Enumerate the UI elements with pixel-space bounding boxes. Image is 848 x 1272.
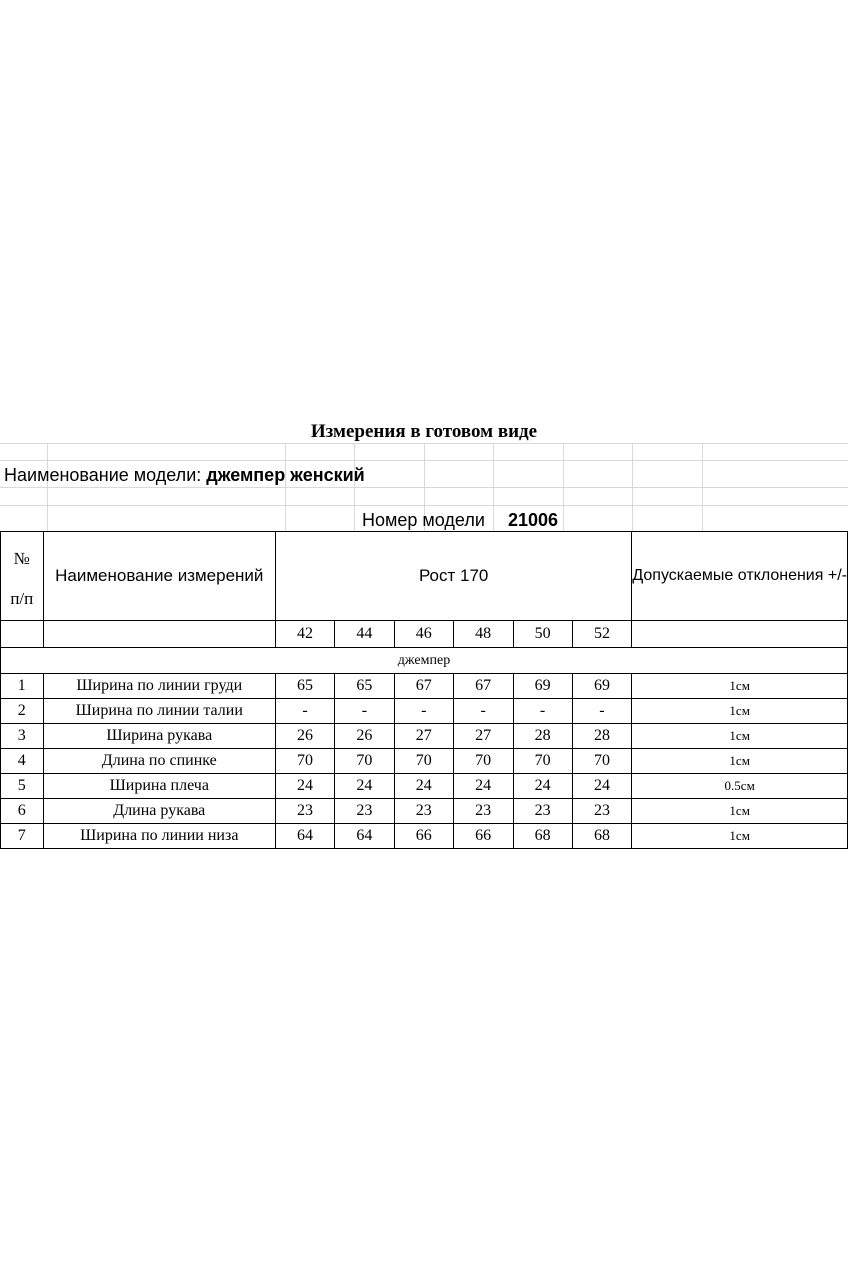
gridline	[702, 443, 703, 531]
page-title: Измерения в готовом виде	[310, 421, 538, 442]
row-value: 28	[513, 724, 572, 749]
row-number: 1	[1, 674, 44, 699]
row-number: 5	[1, 774, 44, 799]
row-name: Длина по спинке	[43, 749, 275, 774]
header-height: Рост 170	[276, 532, 632, 621]
gridline	[493, 443, 494, 531]
model-name-line	[4, 462, 365, 488]
section-label: джемпер	[1, 648, 848, 674]
size-cell: 52	[572, 621, 632, 648]
table-row	[1, 674, 848, 699]
row-value: 26	[335, 724, 395, 749]
row-value: 26	[276, 724, 335, 749]
table-row	[1, 749, 848, 774]
row-value: 65	[276, 674, 335, 699]
row-value: 24	[394, 774, 453, 799]
model-name-value: джемпер женский	[206, 465, 365, 485]
row-value: 24	[335, 774, 395, 799]
row-value: -	[335, 699, 395, 724]
row-value: 28	[572, 724, 632, 749]
model-number-label: Номер модели	[362, 510, 485, 530]
row-value: -	[276, 699, 335, 724]
model-number-value: 21006	[508, 510, 559, 530]
table-row	[1, 824, 848, 849]
row-value: 66	[453, 824, 513, 849]
sizes-empty-cell	[632, 621, 848, 648]
row-value: 67	[394, 674, 453, 699]
row-value: 69	[513, 674, 572, 699]
header-no	[1, 532, 44, 621]
row-value: -	[572, 699, 632, 724]
row-value: 67	[453, 674, 513, 699]
row-value: 27	[453, 724, 513, 749]
row-value: 70	[572, 749, 632, 774]
sizes-empty-cell	[43, 621, 275, 648]
header-measurement-name: Наименование измерений	[43, 532, 275, 621]
row-value: 24	[453, 774, 513, 799]
row-value: 64	[276, 824, 335, 849]
row-tolerance: 1см	[632, 824, 848, 849]
header-no-bottom: п/п	[10, 589, 34, 608]
row-name: Ширина по линии талии	[43, 699, 275, 724]
row-value: 70	[335, 749, 395, 774]
table-row	[1, 699, 848, 724]
row-value: 70	[513, 749, 572, 774]
sizes-empty-cell	[1, 621, 44, 648]
row-number: 3	[1, 724, 44, 749]
table-header-row	[1, 532, 848, 621]
row-value: 69	[572, 674, 632, 699]
row-value: 70	[276, 749, 335, 774]
size-cell: 50	[513, 621, 572, 648]
row-value: 23	[513, 799, 572, 824]
row-number: 6	[1, 799, 44, 824]
row-value: 68	[513, 824, 572, 849]
measurements-table	[0, 531, 848, 849]
row-value: 64	[335, 824, 395, 849]
size-cell: 46	[394, 621, 453, 648]
size-cell: 42	[276, 621, 335, 648]
header-no-top: №	[13, 549, 30, 568]
row-tolerance: 0.5см	[632, 774, 848, 799]
row-tolerance: 1см	[632, 799, 848, 824]
table-row	[1, 799, 848, 824]
row-value: 24	[572, 774, 632, 799]
row-value: -	[453, 699, 513, 724]
gridline	[632, 443, 633, 531]
gridline	[563, 443, 564, 531]
row-tolerance: 1см	[632, 749, 848, 774]
row-name: Ширина по линии низа	[43, 824, 275, 849]
row-value: 70	[453, 749, 513, 774]
sizes-row	[1, 621, 848, 648]
row-value: 70	[394, 749, 453, 774]
row-number: 4	[1, 749, 44, 774]
row-name: Длина рукава	[43, 799, 275, 824]
row-value: 23	[335, 799, 395, 824]
row-value: 23	[394, 799, 453, 824]
row-value: 24	[276, 774, 335, 799]
row-value: -	[394, 699, 453, 724]
row-value: 68	[572, 824, 632, 849]
row-name: Ширина рукава	[43, 724, 275, 749]
row-tolerance: 1см	[632, 674, 848, 699]
row-number: 2	[1, 699, 44, 724]
row-value: 23	[276, 799, 335, 824]
section-row	[1, 648, 848, 674]
model-name-label: Наименование модели:	[4, 465, 202, 485]
row-tolerance: 1см	[632, 724, 848, 749]
row-value: -	[513, 699, 572, 724]
row-value: 24	[513, 774, 572, 799]
row-value: 65	[335, 674, 395, 699]
row-name: Ширина по линии груди	[43, 674, 275, 699]
row-value: 23	[572, 799, 632, 824]
row-tolerance: 1см	[632, 699, 848, 724]
row-name: Ширина плеча	[43, 774, 275, 799]
row-number: 7	[1, 824, 44, 849]
header-tolerance: Допускаемые отклонения +/-	[632, 532, 848, 621]
row-value: 66	[394, 824, 453, 849]
table-row	[1, 724, 848, 749]
table-row	[1, 774, 848, 799]
row-value: 23	[453, 799, 513, 824]
size-cell: 48	[453, 621, 513, 648]
size-cell: 44	[335, 621, 395, 648]
row-value: 27	[394, 724, 453, 749]
